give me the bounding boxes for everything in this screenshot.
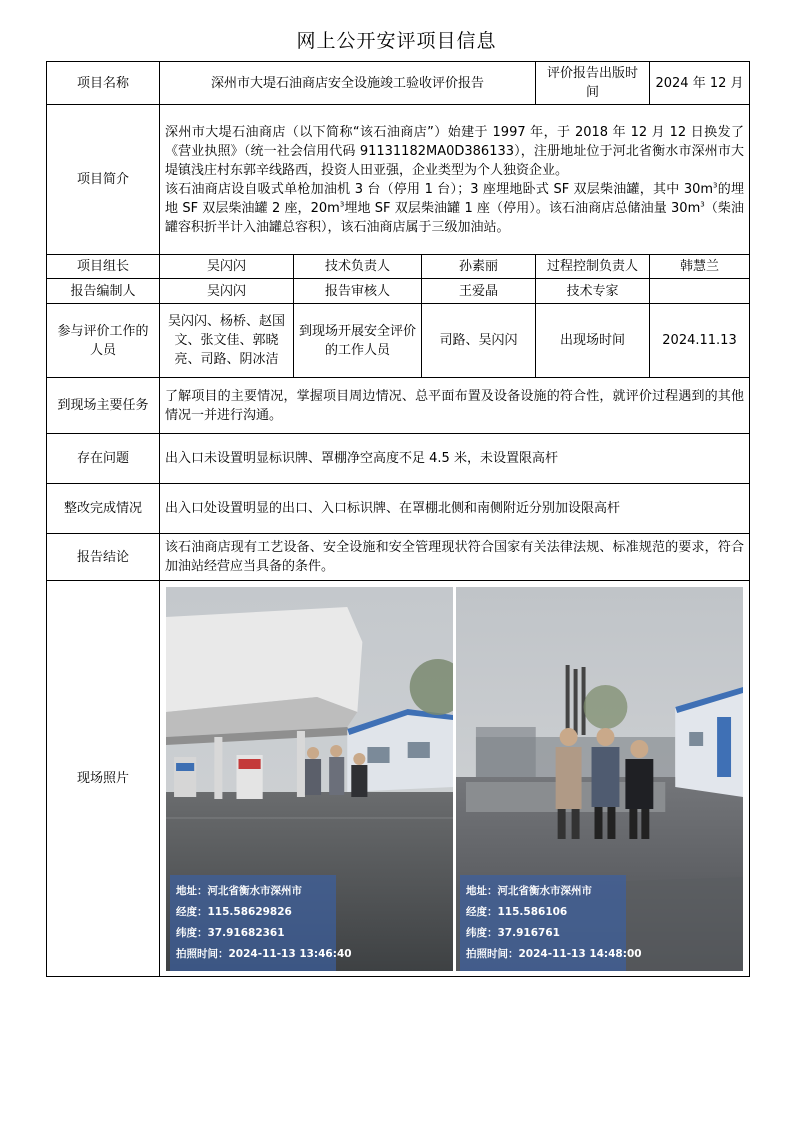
team-leader-value: 吴闪闪: [160, 255, 294, 279]
report-date-value: 2024 年 12 月: [650, 62, 750, 105]
tech-expert-value: [650, 279, 750, 304]
intro-paragraph-1: 深州市大堤石油商店（以下简称“该石油商店”）始建于 1997 年，于 2018 年 12 月 12 日换发了《营业执照》（统一社会信用代码 91131182MA0D386133），注册地址位于河北省衡水市深州市大堤镇浅庄村东郭辛线路西，投资人田亚强，企业类型为个人独资企业。: [165, 124, 744, 178]
page-title: 网上公开安评项目信息: [296, 30, 497, 52]
participants-label: 参与评价工作的人员: [47, 304, 160, 378]
photo-1-longitude: 经度：115.58629826: [176, 905, 292, 918]
photo-2-geo-overlay: [460, 875, 642, 971]
photo-2-address: 地址：河北省衡水市深州市: [466, 884, 592, 897]
process-controller-value: 韩慧兰: [650, 255, 750, 279]
intro-paragraph-2: [165, 180, 744, 237]
project-intro-label: 项目简介: [47, 105, 160, 255]
issues-value: 出入口未设置明显标识牌、罩棚净空高度不足 4.5 米，未设置限高杆: [160, 434, 750, 484]
info-table: [46, 61, 750, 977]
rectification-label: 整改完成情况: [47, 484, 160, 534]
photo-1-time: 拍照时间：2024-11-13 13:46:40: [176, 947, 352, 960]
tech-expert-label: 技术专家: [536, 279, 650, 304]
photos-cell: [160, 581, 750, 977]
cubic-sup: 3: [700, 200, 705, 209]
photo-1-geo-overlay: [170, 875, 352, 971]
onsite-tasks-label: 到现场主要任务: [47, 378, 160, 434]
conclusion-value: 该石油商店现有工艺设备、安全设施和安全管理现状符合国家有关法律法规、标准规范的要求，符合加油站经营应当具备的条件。: [160, 534, 750, 581]
project-intro-value: [160, 105, 750, 255]
intro-text: 埋地 SF 双层柴油罐 1 座（停用）。该石油商店总储油量 30m: [344, 200, 701, 216]
onsite-time-value: 2024.11.13: [650, 304, 750, 378]
process-controller-label: 过程控制负责人: [536, 255, 650, 279]
team-leader-label: 项目组长: [47, 255, 160, 279]
report-reviewer-value: 王爱晶: [422, 279, 536, 304]
onsite-time-label: 出现场时间: [536, 304, 650, 378]
photo-2-time: 拍照时间：2024-11-13 14:48:00: [466, 947, 642, 960]
cubic-sup: 3: [339, 200, 345, 209]
conclusion-label: 报告结论: [47, 534, 160, 581]
intro-text: 的埋地 SF 双层柴油罐 2 座，20m: [165, 181, 744, 216]
photos-label: 现场照片: [47, 581, 160, 977]
report-author-label: 报告编制人: [47, 279, 160, 304]
onsite-staff-label: 到现场开展安全评价的工作人员: [294, 304, 422, 378]
photo-2-longitude: 经度：115.586106: [466, 905, 568, 918]
issues-label: 存在问题: [47, 434, 160, 484]
project-name-label: 项目名称: [47, 62, 160, 105]
site-photo-1: [166, 587, 453, 971]
onsite-staff-value: 司路、吴闪闪: [422, 304, 536, 378]
project-name-value: 深州市大堤石油商店安全设施竣工验收评价报告: [160, 62, 536, 105]
photo-1-latitude: 纬度：37.91682361: [176, 926, 285, 939]
report-reviewer-label: 报告审核人: [294, 279, 422, 304]
cubic-sup: 3: [713, 181, 718, 190]
report-author-value: 吴闪闪: [160, 279, 294, 304]
participants-value: 吴闪闪、杨桥、赵国文、张文佳、郭晓亮、司路、阴冰洁: [160, 304, 294, 378]
photo-2-latitude: 纬度：37.916761: [466, 926, 560, 939]
tech-lead-value: 孙素丽: [422, 255, 536, 279]
intro-text: 该石油商店设自吸式单枪加油机 3 台（停用 1 台）；3 座埋地卧式 SF 双层柴油罐，其中 30m: [165, 181, 714, 197]
report-date-label: 评价报告出版时间: [536, 62, 650, 105]
tech-lead-label: 技术负责人: [294, 255, 422, 279]
site-photo-2: [456, 587, 743, 971]
photo-1-address: 地址：河北省衡水市深州市: [176, 884, 302, 897]
onsite-tasks-value: 了解项目的主要情况，掌握项目周边情况、总平面布置及设备设施的符合性，就评价过程遇到的其他情况一并进行沟通。: [160, 378, 750, 434]
intro-text: （柴油罐容积折半计入油罐总容积），该石油商店属于三级加油站。: [165, 200, 744, 235]
rectification-value: 出入口处设置明显的出口、入口标识牌、在罩棚北侧和南侧附近分别加设限高杆: [160, 484, 750, 534]
